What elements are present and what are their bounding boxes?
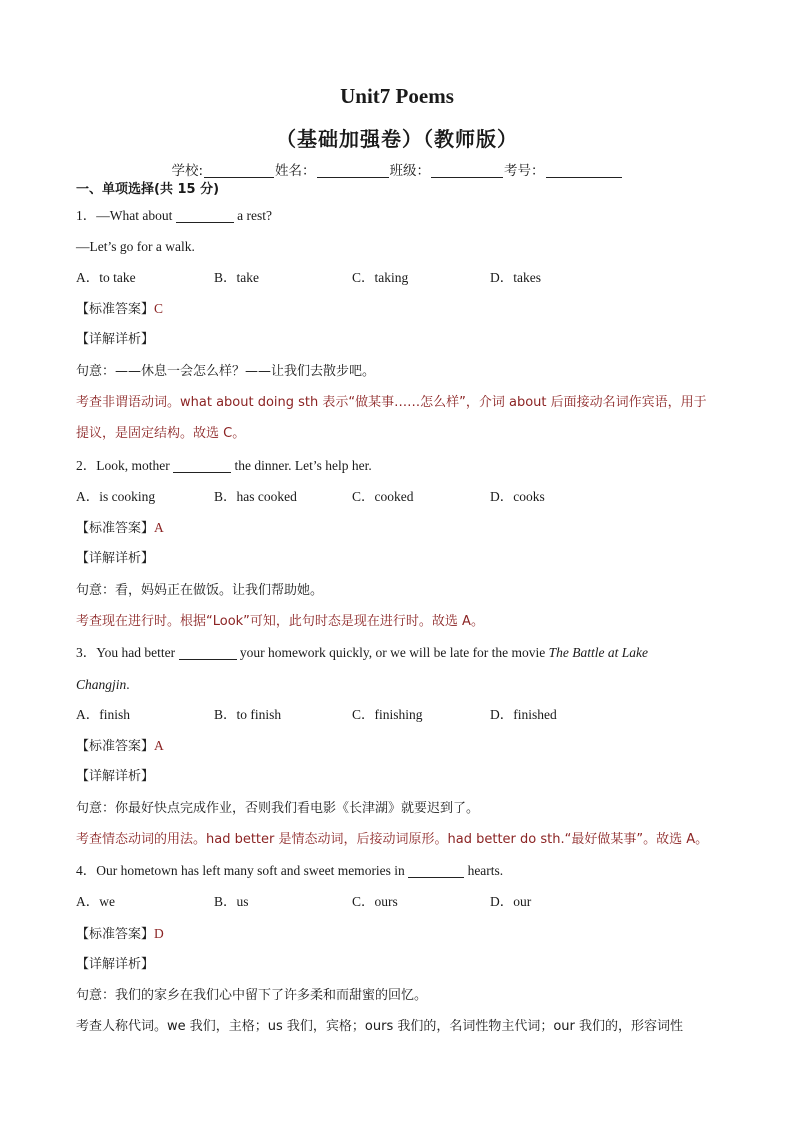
- name-label: 姓名：: [275, 163, 316, 179]
- option-b: B．us: [214, 894, 249, 909]
- school-label: 学校:: [171, 163, 204, 179]
- question-1-options: [76, 269, 716, 287]
- answer-label: 【标准答案】: [76, 521, 155, 536]
- answer-blank: [173, 459, 231, 473]
- question-1-analysis-label: 【详解详析】: [76, 332, 155, 347]
- question-2-explanation: 考查现在进行时。根据“Look”可知，此句时态是现在进行时。故选 A。: [76, 614, 484, 629]
- question-3-stem: 3．You had better your homework quickly, or we will be late for the movie The Battle at Lake: [76, 645, 649, 660]
- option-b: B．has cooked: [214, 489, 297, 504]
- question-2-meaning: 句意：看，妈妈正在做饭。让我们帮助她。: [76, 583, 324, 598]
- option-c: C．ours: [352, 894, 398, 909]
- number-blank: [546, 163, 622, 178]
- question-4-answer: [76, 925, 716, 944]
- question-4-meaning: 句意：我们的家乡在我们心中留下了许多柔和而甜蜜的回忆。: [76, 988, 428, 1003]
- question-2-analysis-label: 【详解详析】: [76, 551, 155, 566]
- question-4-stem: 4．Our hometown has left many soft and sweet memories in hearts.: [76, 863, 504, 878]
- answer-label: 【标准答案】: [76, 302, 155, 317]
- option-c: C．finishing: [352, 707, 423, 722]
- answer-label: 【标准答案】: [76, 739, 155, 754]
- question-4-analysis-label: 【详解详析】: [76, 957, 155, 972]
- question-2-answer: [76, 519, 716, 538]
- movie-title: The Battle at Lake: [548, 645, 649, 660]
- question-4-options: [76, 893, 716, 911]
- option-d: D．our: [490, 894, 532, 909]
- question-3-stem-line2: Changjin.: [76, 677, 130, 692]
- question-3-options: [76, 706, 716, 724]
- student-info-line: [0, 159, 794, 179]
- answer-blank: [179, 646, 237, 660]
- question-1-meaning: 句意：——休息一会怎么样？——让我们去散步吧。: [76, 364, 376, 379]
- question-3-meaning: 句意：你最好快点完成作业，否则我们看电影《长津湖》就要迟到了。: [76, 801, 480, 816]
- option-c: C．cooked: [352, 489, 414, 504]
- option-b: B．to finish: [214, 707, 282, 722]
- option-a: A．is cooking: [76, 489, 156, 504]
- answer-value: C: [154, 301, 164, 316]
- question-1-stem-line2: —Let’s go for a walk.: [76, 239, 195, 254]
- option-b: B．take: [214, 270, 259, 285]
- question-4-explanation: 考查人称代词。we 我们，主格；us 我们，宾格；ours 我们的，名词性物主代词；our 我们的，形容词性: [76, 1019, 684, 1034]
- option-a: A．we: [76, 894, 115, 909]
- question-1-answer: [76, 300, 716, 319]
- option-a: A．finish: [76, 707, 130, 722]
- question-1-explanation-line2: 提议，是固定结构。故选 C。: [76, 426, 246, 441]
- answer-blank: [408, 864, 464, 878]
- option-c: C．taking: [352, 270, 409, 285]
- answer-value: A: [154, 738, 164, 753]
- school-blank: [204, 163, 274, 178]
- answer-blank: [176, 209, 234, 223]
- option-d: D．cooks: [490, 489, 545, 504]
- option-d: D．finished: [490, 707, 557, 722]
- question-3-answer: [76, 737, 716, 756]
- question-2-options: [76, 488, 716, 506]
- question-3-explanation: 考查情态动词的用法。had better 是情态动词，后接动词原形。had better do sth.“最好做某事”。故选 A。: [76, 832, 709, 847]
- question-3-analysis-label: 【详解详析】: [76, 769, 155, 784]
- document-title: Unit7 Poems: [340, 84, 454, 108]
- class-blank: [431, 163, 503, 178]
- option-d: D．takes: [490, 270, 541, 285]
- movie-title-cont: Changjin: [76, 677, 127, 692]
- question-1-explanation: 考查非谓语动词。what about doing sth 表示“做某事……怎么样”，介词 about 后面接动名词作宾语，用于: [76, 395, 707, 410]
- answer-value: D: [154, 926, 164, 941]
- answer-value: A: [154, 520, 164, 535]
- option-a: A．to take: [76, 270, 136, 285]
- answer-label: 【标准答案】: [76, 927, 155, 942]
- name-blank: [317, 163, 389, 178]
- class-label: 班级：: [389, 163, 431, 179]
- question-1-stem: 1．—What about a rest?: [76, 208, 272, 223]
- question-2-stem: 2．Look, mother the dinner. Let’s help her.: [76, 458, 372, 473]
- section-title: 一、单项选择(共 15 分): [76, 182, 220, 197]
- number-label: 考号：: [504, 163, 545, 179]
- document-subtitle: （基础加强卷）（教师版）: [276, 127, 518, 151]
